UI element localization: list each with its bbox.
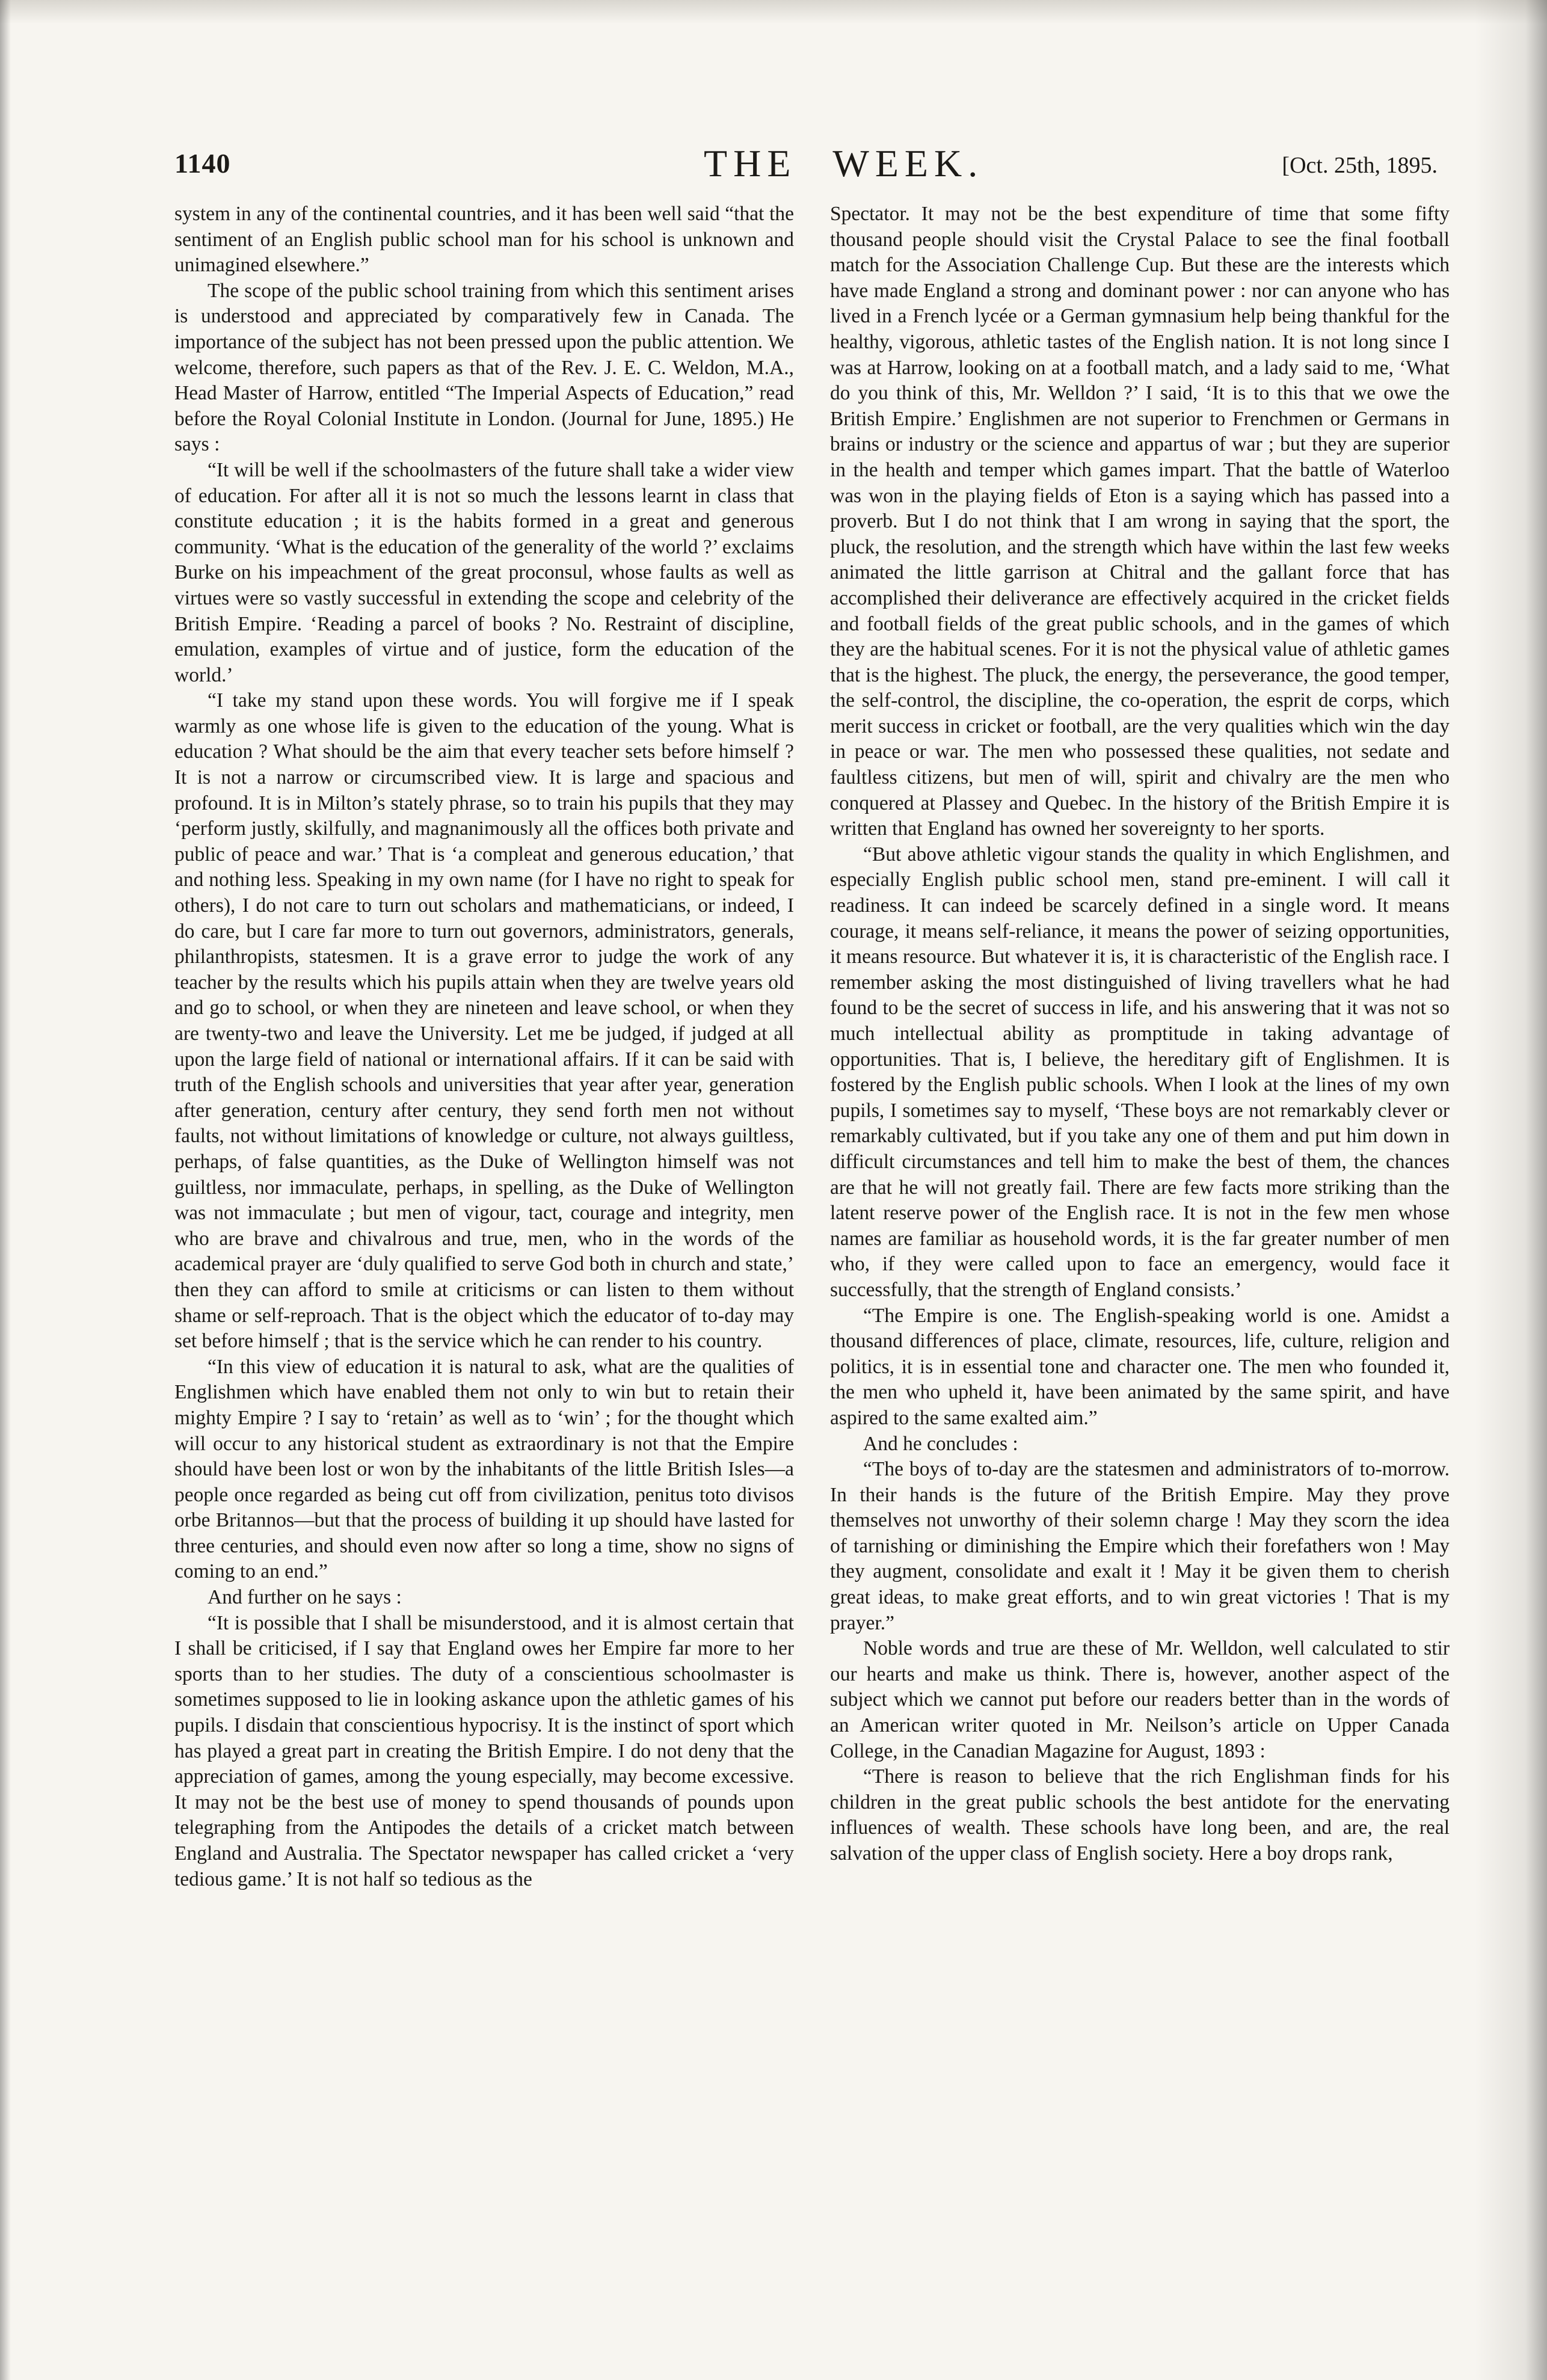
paragraph: And further on he says :	[208, 1586, 402, 1609]
masthead-title	[704, 141, 1020, 186]
quote-paragraph: “In this view of education it is natural to ask, what are the qualities of Englishmen which have enabled them not only to win but to retain their mighty Empire ? I say to ‘retain’ as well as to ‘win’ ; for the thought which will occur to any historical student as extraordinary is not that the Empire should have been lost or won by the inhabitants of the little British Isles—a people once regarded as being cut off from civilization, penitus toto divisos orbe Britannos—but that the process of building it up should have lasted for three centuries, and should even now after so long a time, show no signs of coming to an end.”	[174, 1355, 794, 1583]
page-number: 1140	[174, 148, 231, 179]
quote-paragraph: “The boys of to-day are the statesmen and administrators of to-morrow. In their hands is the future of the British Empire. May they prove themselves not unworthy of their solemn charge ! May they scorn the idea of tarnishing or diminishing the Empire which their forefathers won ! May they augment, consolidate and exalt it ! May it be given them to cherish great ideas, to make great efforts, and to win great victories ! That is my prayer.”	[830, 1458, 1450, 1634]
page-header	[174, 141, 1438, 195]
quote-paragraph: Spectator. It may not be the best expenditure of time that some fifty thousand people should visit the Crystal Palace to see the final football match for the Association Challenge Cup. But these are the interests which have made England a strong and dominant power : nor can anyone who has lived in a French lycée or a German gymnasium help being thankful for the healthy, vigorous, athletic tastes of the English nation. It is not long since I was at Harrow, looking on at a football match, and a lady said to me, ‘What do you think of this, Mr. Welldon ?’ I said, ‘It is to this that we owe the British Empire.’ Englishmen are not superior to Frenchmen or Germans in brains or industry or the science and appartus of war ; but they are superior in the health and temper which games impart. That the battle of Waterloo was won in the playing fields of Eton is a saying which has passed into a proverb. But I do not think that I am wrong in saying that the sport, the pluck, the resolution, and the strength which have within the last few weeks animated the little garrison at Chitral and the gallant force that has accomplished their deliverance are effectively acquired in the cricket fields and football fields of the great public schools, and in the games of which they are the habitual scenes. For it is not the physical value of athletic games that is the highest. The pluck, the energy, the perseverance, the good temper, the self-control, the discipline, the co-operation, the esprit de corps, which merit success in cricket or football, are the very qualities which win the day in peace or war. The men who possessed these qualities, not sedate and faultless citizens, but men of will, spirit and chivalry are the men who conquered at Plassey and Quebec. In the history of the British Empire it is written that England has owned her sovereignty to her sports.	[830, 203, 1450, 840]
page-edge-shadow-top	[0, 0, 1547, 24]
page-edge-shadow-left	[0, 0, 11, 2380]
quote-paragraph: “I take my stand upon these words. You will forgive me if I speak warmly as one whose life is given to the education of the young. What is education ? What should be the aim that every teacher sets before himself ? It is not a narrow or circumscribed view. It is large and spacious and profound. It is in Milton’s stately phrase, so to train his pupils that they may ‘perform justly, skilfully, and magnanimously all the offices both private and public of peace and war.’ That is ‘a compleat and generous education,’ that and nothing less. Speaking in my own name (for I have no right to speak for others), I do not care to turn out scholars and mathematicians, or indeed, I do care, but I care far more to turn out governors, administrators, generals, philanthropists, statesmen. It is a grave error to judge the work of any teacher by the results which his pupils attain when they are twelve years old and go to school, or when they are nineteen and leave school, or when they are twenty-two and leave the University. Let me be judged, if judged at all upon the large field of national or international affairs. If it can be said with truth of the English schools and universities that year after year, generation after generation, century after century, they send forth men not without faults, not without limitations of knowledge or culture, not always guiltless, perhaps, of false quantities, as the Duke of Wellington himself was not guiltless, nor immaculate, perhaps, in spelling, as the Duke of Wellington was not immaculate ; but men of vigour, tact, courage and integrity, men who are brave and chivalrous and true, men, who in the words of the academical prayer are ‘duly qualified to serve God both in church and state,’ then they can afford to smile at criticisms or can listen to them without shame or self-reproach. That is the object which the educator of to-day may set before himself ; that is the service which he can render to his country.	[174, 689, 794, 1353]
masthead-word: THE	[704, 142, 797, 185]
quote-paragraph: “It is possible that I shall be misunderstood, and it is almost certain that I shall be criticised, if I say that England owes her Empire far more to her sports than to her studies. The duty of a conscientious schoolmaster is sometimes supposed to lie in looking askance upon the athletic games of his pupils. I disdain that conscientious hypocrisy. It is the instinct of sport which has played a great part in creating the British Empire. I do not deny that the appreciation of games, among the young especially, may become excessive. It may not be the best use of money to spend thousands of pounds upon telegraphing from the Antipodes the details of a cricket match between England and Australia. The Spectator newspaper has called cricket a ‘very tedious game.’ It is not half so tedious as the	[174, 1611, 794, 1890]
issue-date: [Oct. 25th, 1895.	[1282, 153, 1438, 178]
quote-paragraph: “It will be well if the schoolmasters of the future shall take a wider view of education. For after all it is not so much the lessons learnt in class that constitute education ; it is the habits formed in a great and generous community. ‘What is the education of the generality of the world ?’ exclaims Burke on his impeachment of the great proconsul, whose faults as well as virtues were so vastly successful in extending the scope and celebrity of the British Empire. ‘Reading a parcel of books ? No. Restraint of discipline, emulation, examples of virtue and of justice, form the education of the world.’	[174, 458, 794, 686]
masthead-word: WEEK.	[832, 142, 984, 185]
quote-paragraph: “The Empire is one. The English-speaking world is one. Amidst a thousand differences of place, climate, resources, life, culture, religion and politics, it is in essential tone and character one. The men who founded it, the men who upheld it, have been animated by the same spirit, and have aspired to the same exalted aim.”	[830, 1304, 1450, 1429]
paragraph: system in any of the continental countries, and it has been well said “that the sentiment of an English public school man for his school is unknown and unimagined elsewhere.”	[174, 203, 794, 277]
left-column	[174, 201, 794, 2343]
paragraph: And he concludes :	[863, 1432, 1018, 1455]
right-column	[830, 201, 1450, 2343]
quote-paragraph: “But above athletic vigour stands the quality in which Englishmen, and especially English public school men, stand pre-eminent. I will call it readiness. It can indeed be scarcely defined in a single word. It means courage, it means self-reliance, it means the power of seizing opportunities, it means resource. But whatever it is, it is characteristic of the English race. I remember asking the most distinguished of living travellers what he had found to be the secret of success in life, and his answering that it was not so much intellectual ability as promptitude in taking advantage of opportunities. That is, I believe, the hereditary gift of Englishmen. It is fostered by the English public schools. When I look at the lines of my own pupils, I sometimes say to myself, ‘These boys are not remarkably clever or remarkably cultivated, but if you take any one of them and put him down in difficult circumstances and tell him to make the best of them, the chances are that he will not greatly fail. There are few facts more striking than the latent reserve power of the English race. It is not in the few men whose names are familiar as household words, it is the far greater number of men who, if they were called upon to face an emergency, would face it successfully, that the strength of England consists.’	[830, 843, 1450, 1301]
paragraph: The scope of the public school training from which this sentiment arises is understood and appreciated by comparatively few in Canada. The importance of the subject has not been pressed upon the public attention. We welcome, therefore, such papers as that of the Rev. J. E. C. Weldon, M.A., Head Master of Harrow, entitled “The Imperial Aspects of Education,” read before the Royal Colonial Institute in London. (Journal for June, 1895.) He says :	[174, 279, 794, 456]
paragraph: Noble words and true are these of Mr. Welldon, well calculated to stir our hearts and make us think. There is, however, another aspect of the subject which we cannot put before our readers better than in the words of an American writer quoted in Mr. Neilson’s article on Upper Canada College, in the Canadian Magazine for August, 1893 :	[830, 1637, 1450, 1762]
quote-paragraph: “There is reason to believe that the rich Englishman finds for his children in the great public schools the best antidote for the enervating influences of wealth. These schools have long been, and are, the real salvation of the upper class of English society. Here a boy drops rank,	[830, 1765, 1450, 1865]
page-edge-shadow-right	[1475, 0, 1547, 2380]
